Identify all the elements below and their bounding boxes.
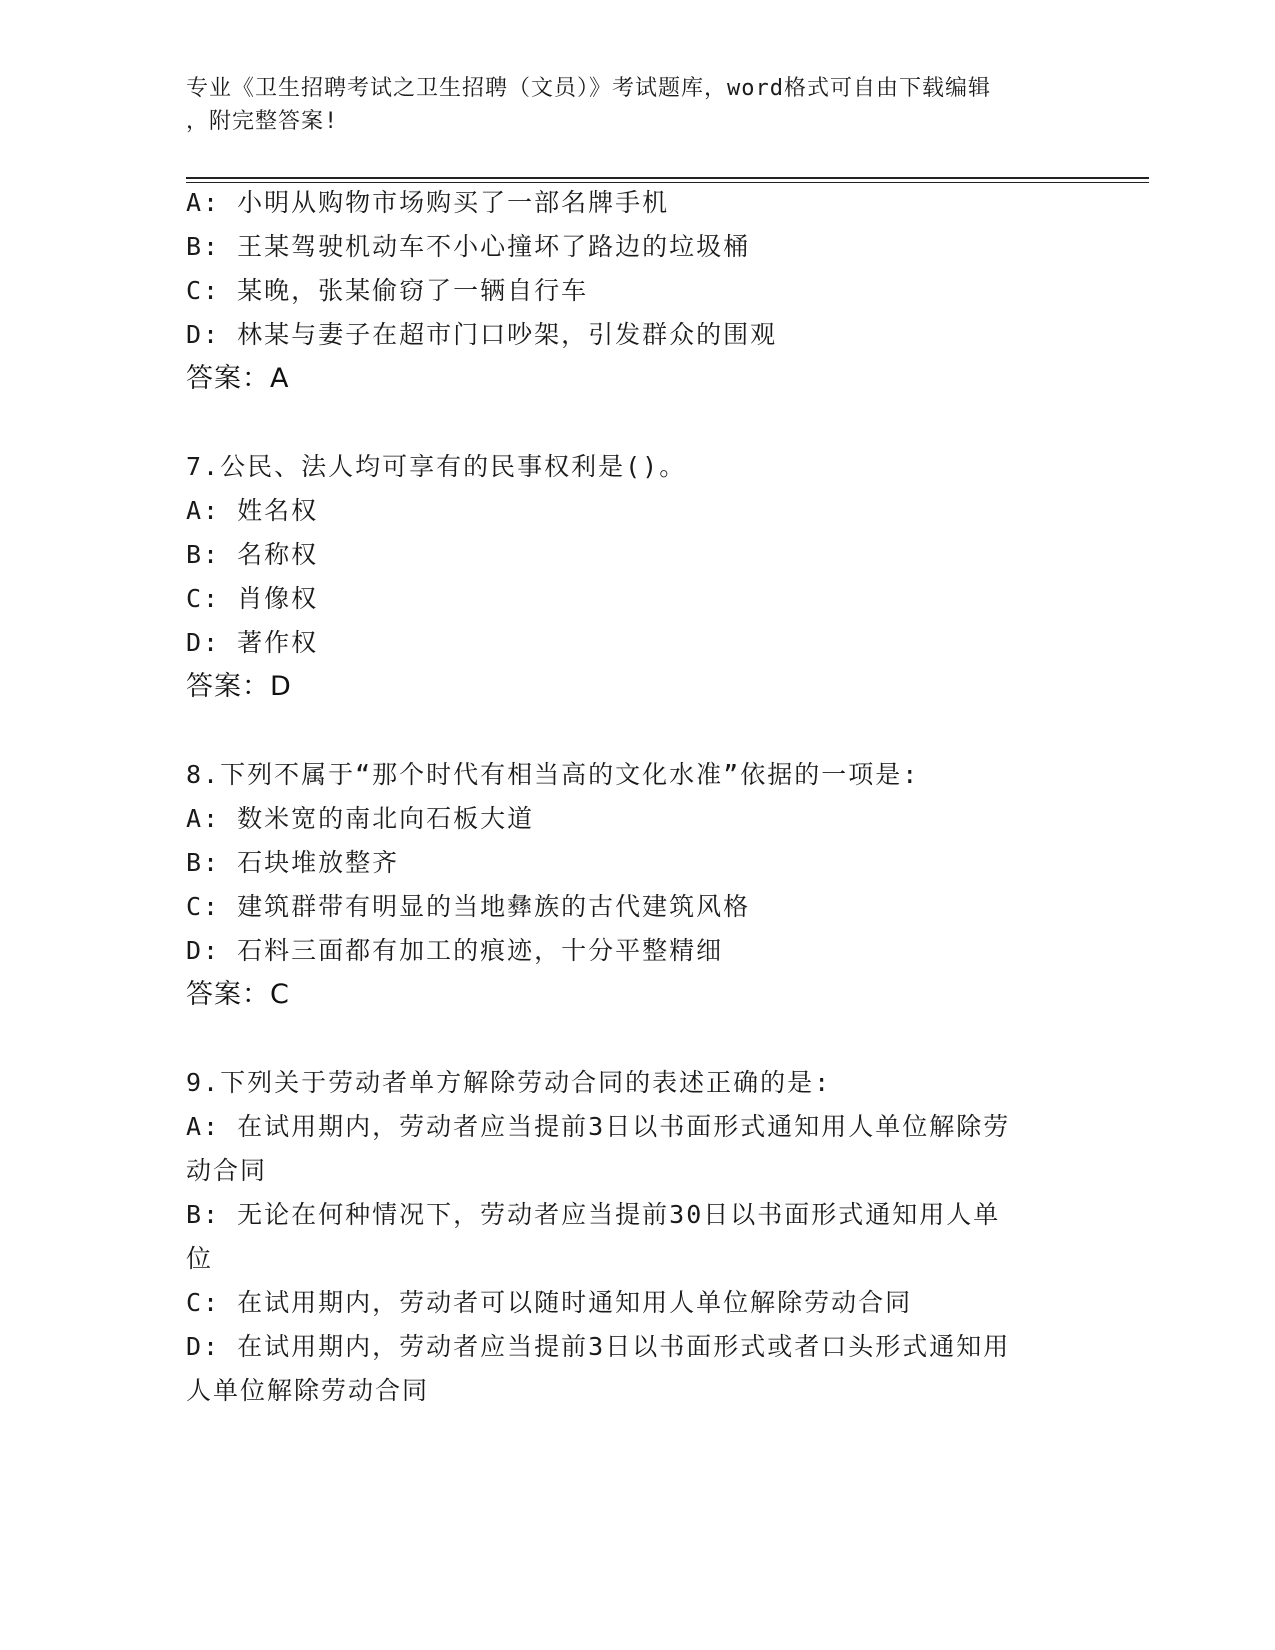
q6-option-d: D: 林某与妻子在超市门口吵架，引发群众的围观 xyxy=(186,320,778,349)
q6-option-a: A: 小明从购物市场购买了一部名牌手机 xyxy=(186,188,670,217)
document-header xyxy=(186,72,1086,138)
q9-stem: 9.下列关于劳动者单方解除劳动合同的表述正确的是: xyxy=(186,1068,832,1097)
q9-option-b-line1: B: 无论在何种情况下，劳动者应当提前30日以书面形式通知用人单 xyxy=(186,1200,1001,1229)
q7-option-b: B: 名称权 xyxy=(186,540,319,569)
header-divider-thick xyxy=(186,177,1149,179)
q7-stem: 7.公民、法人均可享有的民事权利是()。 xyxy=(186,452,687,481)
q7-option-a: A: 姓名权 xyxy=(186,496,319,525)
q7-answer: 答案：D xyxy=(186,671,292,702)
q8-stem: 8.下列不属于“那个时代有相当高的文化水准”依据的一项是: xyxy=(186,760,920,789)
q6-option-c: C: 某晚，张某偷窃了一辆自行车 xyxy=(186,276,589,305)
q6-option-b: B: 王某驾驶机动车不小心撞坏了路边的垃圾桶 xyxy=(186,232,751,261)
q8-option-a: A: 数米宽的南北向石板大道 xyxy=(186,804,535,833)
q8-option-c: C: 建筑群带有明显的当地彝族的古代建筑风格 xyxy=(186,892,751,921)
q9-option-d-line1: D: 在试用期内，劳动者应当提前3日以书面形式或者口头形式通知用 xyxy=(186,1332,1011,1361)
q6-answer: 答案：A xyxy=(186,363,290,394)
header-line-2: ，附完整答案! xyxy=(186,109,339,134)
q9-option-a-line1: A: 在试用期内，劳动者应当提前3日以书面形式通知用人单位解除劳 xyxy=(186,1112,1011,1141)
q7-option-c: C: 肖像权 xyxy=(186,584,319,613)
q9-option-d-line2: 人单位解除劳动合同 xyxy=(186,1376,430,1405)
q7-option-d: D: 著作权 xyxy=(186,628,319,657)
q9-option-c: C: 在试用期内，劳动者可以随时通知用人单位解除劳动合同 xyxy=(186,1288,913,1317)
q9-option-a-line2: 动合同 xyxy=(186,1156,268,1185)
q8-option-b: B: 石块堆放整齐 xyxy=(186,848,400,877)
q8-answer: 答案：C xyxy=(186,979,290,1010)
q8-option-d: D: 石料三面都有加工的痕迹，十分平整精细 xyxy=(186,936,724,965)
q9-option-b-line2: 位 xyxy=(186,1244,214,1273)
header-line-1: 专业《卫生招聘考试之卫生招聘（文员）》考试题库，word格式可自由下载编辑 xyxy=(186,76,991,101)
